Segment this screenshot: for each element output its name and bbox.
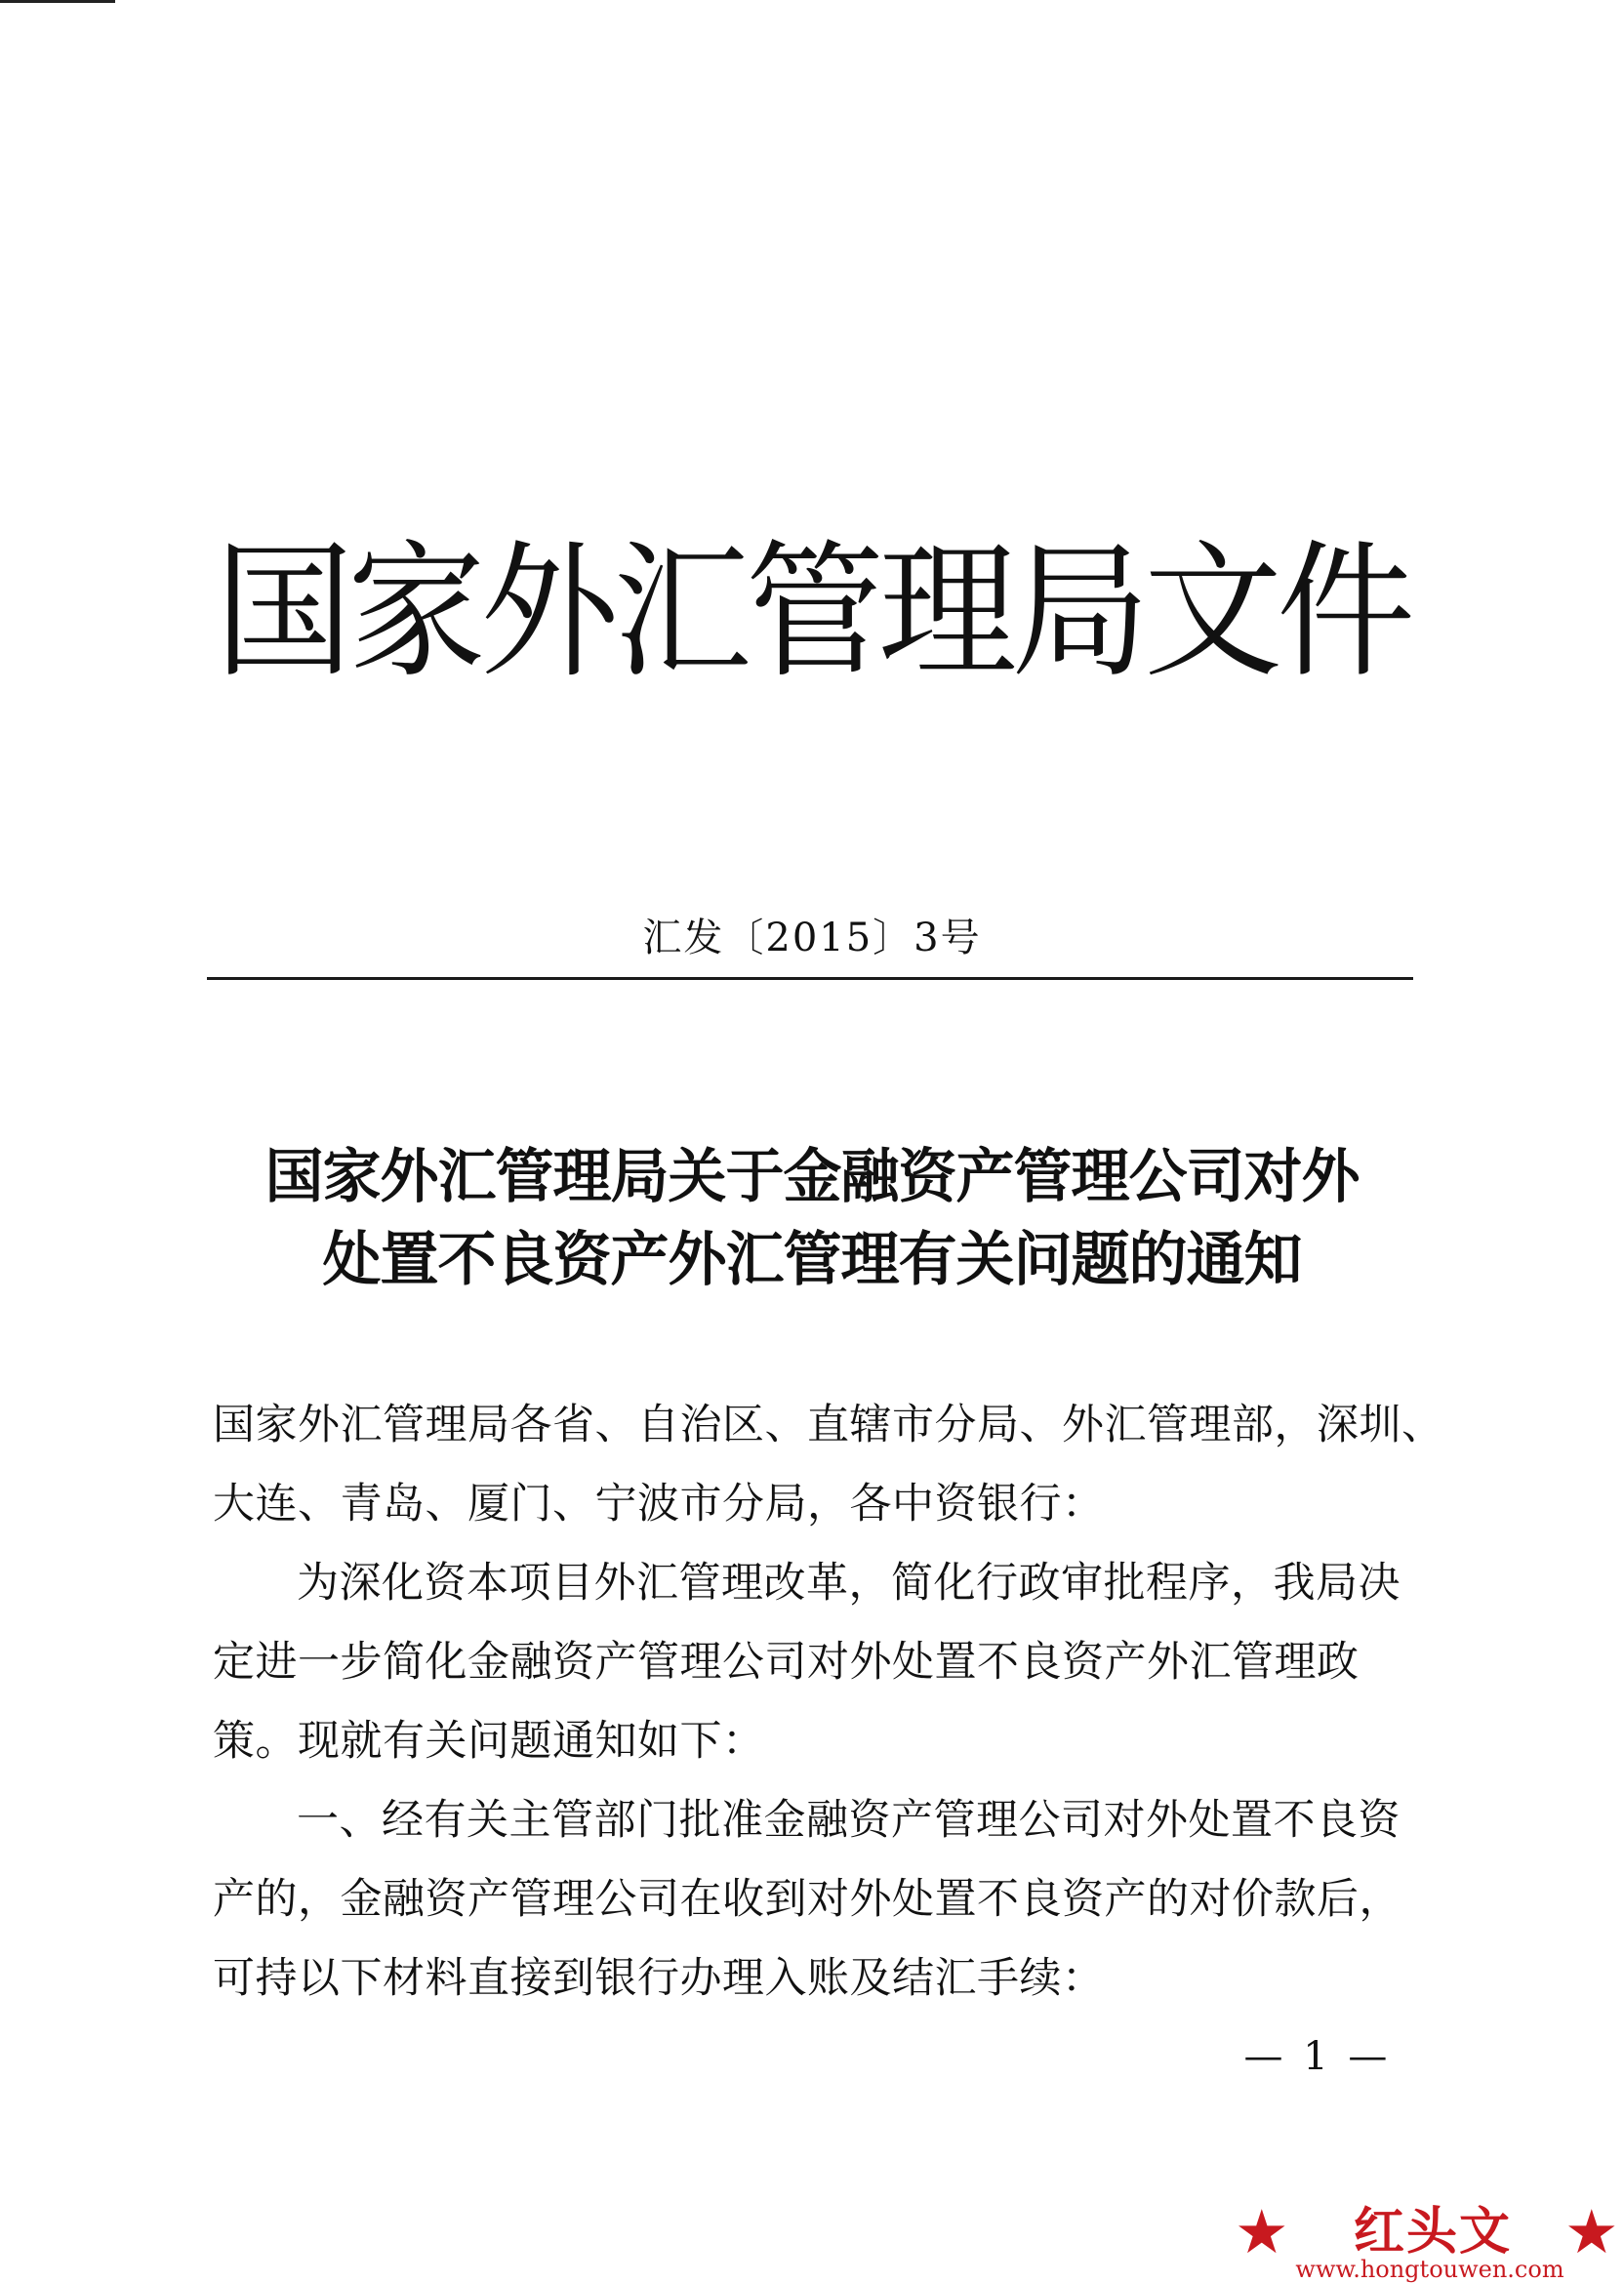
addressee-line-2: 大连、青岛、厦门、宁波市分局，各中资银行： <box>213 1480 1105 1529</box>
watermark-url: www.hongtouwen.com <box>1295 2256 1564 2283</box>
star-icon: ★ <box>1235 2196 1289 2267</box>
notice-title-line-1: 国家外汇管理局关于金融资产管理公司对外 <box>264 1143 1360 1211</box>
addressee-line-1: 国家外汇管理局各省、自治区、直辖市分局、外汇管理部，深圳、 <box>213 1401 1444 1449</box>
site-watermark <box>1235 2196 1619 2283</box>
document-number: 汇发〔2015〕3号 <box>642 916 982 960</box>
notice-title-line-2: 处置不良资产外汇管理有关问题的通知 <box>322 1226 1302 1294</box>
paragraph-1-line-2: 定进一步简化金融资产管理公司对外处置不良资产外汇管理政 <box>213 1638 1360 1687</box>
paragraph-2-line-3: 可持以下材料直接到银行办理入账及结汇手续： <box>213 1954 1105 2003</box>
paragraph-1-line-3: 策。现就有关问题通知如下： <box>213 1717 765 1766</box>
corner-scan-mark <box>0 0 115 3</box>
paragraph-2-line-1: 一、经有关主管部门批准金融资产管理公司对外处置不良资 <box>297 1796 1401 1845</box>
watermark-text: 红头文 <box>1353 2203 1512 2262</box>
paragraph-2-line-2: 产的，金融资产管理公司在收到对外处置不良资产的对价款后， <box>213 1875 1401 1924</box>
star-icon: ★ <box>1564 2196 1619 2267</box>
paragraph-1-line-1: 为深化资本项目外汇管理改革，简化行政审批程序，我局决 <box>297 1559 1401 1608</box>
issuer-header-title: 国家外汇管理局文件 <box>215 527 1409 698</box>
header-divider <box>207 977 1413 980</box>
page-number: — 1 — <box>1243 2034 1392 2079</box>
